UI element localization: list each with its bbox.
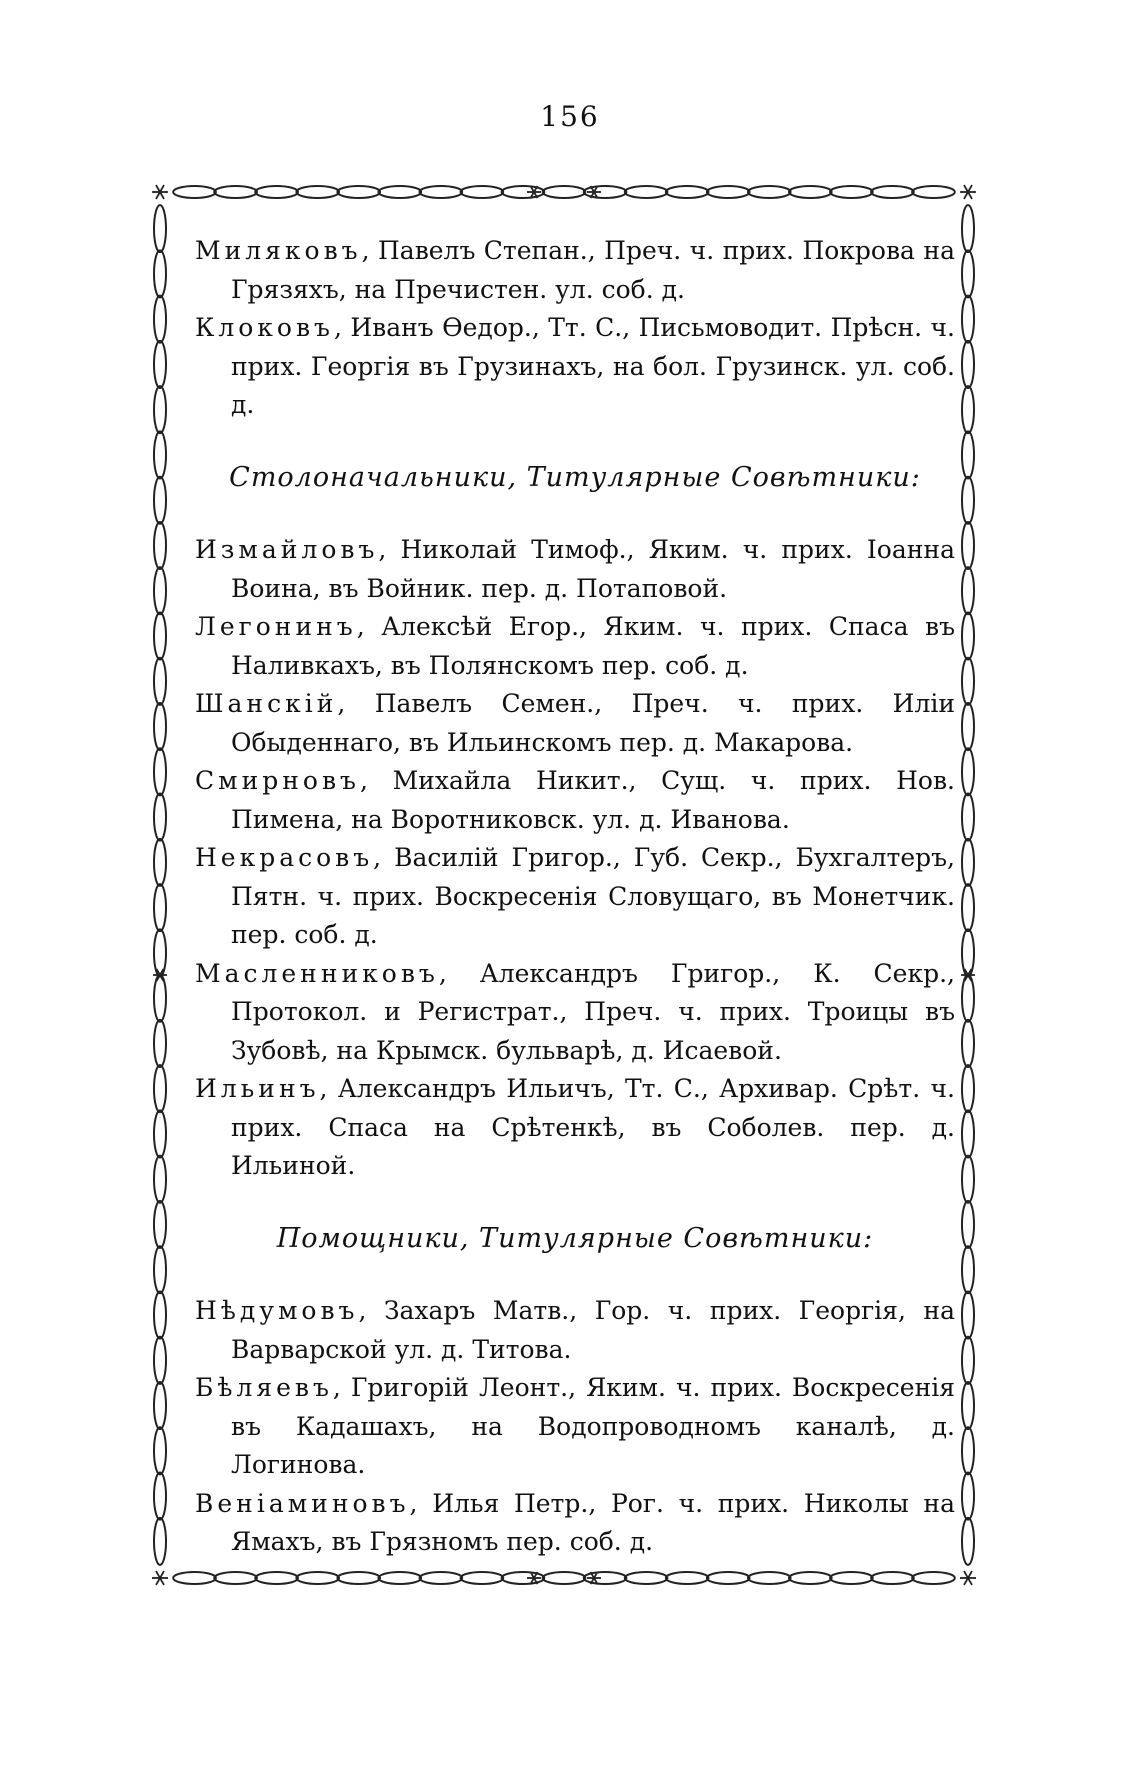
directory-entry: [195, 1485, 955, 1562]
entry-details: , Василій Григор., Губ. Секр., Бухгалтеръ, Пятн. ч. прих. Воскресенія Словущаго, въ Монетчик. пер. соб. д.: [231, 843, 955, 949]
entry-surname: Измайловъ: [195, 535, 379, 564]
entry-details: , Захаръ Матв., Гор. ч. прих. Георгія, на Варварской ул. д. Титова.: [231, 1296, 955, 1364]
entry-surname: Бѣляевъ: [195, 1373, 333, 1402]
entry-surname: Масленниковъ: [195, 958, 439, 988]
entry-surname: Некрасовъ: [195, 843, 374, 872]
entry-surname: Легонинъ: [195, 612, 357, 641]
entry-details: , Павелъ Степан., Преч. ч. прих. Покрова на Грязяхъ, на Пречистен. ул. соб. д.: [231, 236, 955, 304]
entry-details: , Илья Петр., Рог. ч. прих. Николы на Ямахъ, въ Грязномъ пер. соб. д.: [231, 1488, 955, 1556]
entries-section-2: [195, 1292, 955, 1562]
directory-entry: [195, 309, 955, 425]
entry-details: , Михайла Никит., Сущ. ч. прих. Нов. Пимена, на Воротниковск. ул. д. Иванова.: [231, 766, 955, 834]
entry-surname: Шанскій: [195, 689, 338, 718]
entry-surname: Миляковъ: [195, 236, 362, 265]
directory-entry: [195, 762, 955, 839]
directory-entry: [195, 839, 955, 955]
directory-entry: [195, 1292, 955, 1369]
entries-section-1: [195, 531, 955, 1186]
entry-details: , Александръ Ильичъ, Тт. С., Архивар. Срѣт. ч. прих. Спаса на Срѣтенкѣ, въ Соболев. пер. д. Ильиной.: [231, 1074, 955, 1180]
page-number: 156: [540, 100, 600, 133]
directory-entry: [195, 232, 955, 309]
directory-entry: [195, 955, 955, 1071]
entry-surname: Ильинъ: [195, 1074, 320, 1103]
entry-details: , Григорій Леонт., Яким. ч. прих. Воскресенія въ Кадашахъ, на Водопроводномъ каналѣ, д. Логинова.: [231, 1373, 955, 1479]
entries-top: [195, 232, 955, 425]
entry-surname: Веніаминовъ: [195, 1488, 410, 1518]
entry-surname: Клоковъ: [195, 313, 334, 342]
entry-details: , Павелъ Семен., Преч. ч. прих. Иліи Обыденнаго, въ Ильинскомъ пер. д. Макарова.: [231, 689, 955, 757]
entry-details: , Иванъ Ѳедор., Тт. С., Письмоводит. Прѣсн. ч. прих. Георгія въ Грузинахъ, на бол. Грузинск. ул. соб. д.: [231, 313, 955, 419]
section-heading-1: Столоначальники, Титулярные Совѣтники:: [229, 461, 921, 493]
entry-details: , Александръ Григор., К. Секр., Протокол. и Регистрат., Преч. ч. прих. Троицы въ Зубовѣ, на Крымск. бульварѣ, д. Исаевой.: [231, 958, 955, 1065]
entry-details: , Алексѣй Егор., Яким. ч. прих. Спаса въ Наливкахъ, въ Полянскомъ пер. соб. д.: [231, 612, 955, 680]
section-heading-2: Помощники, Титулярные Совѣтники:: [276, 1222, 874, 1254]
entry-surname: Нѣдумовъ: [195, 1296, 359, 1325]
page-content: [195, 232, 955, 1562]
directory-entry: [195, 685, 955, 762]
directory-entry: [195, 1070, 955, 1186]
directory-entry: [195, 608, 955, 685]
directory-entry: [195, 1369, 955, 1485]
entry-surname: Смирновъ: [195, 766, 360, 795]
entry-details: , Николай Тимоф., Яким. ч. прих. Іоанна Воина, въ Войник. пер. д. Потаповой.: [231, 535, 955, 603]
directory-entry: [195, 531, 955, 608]
